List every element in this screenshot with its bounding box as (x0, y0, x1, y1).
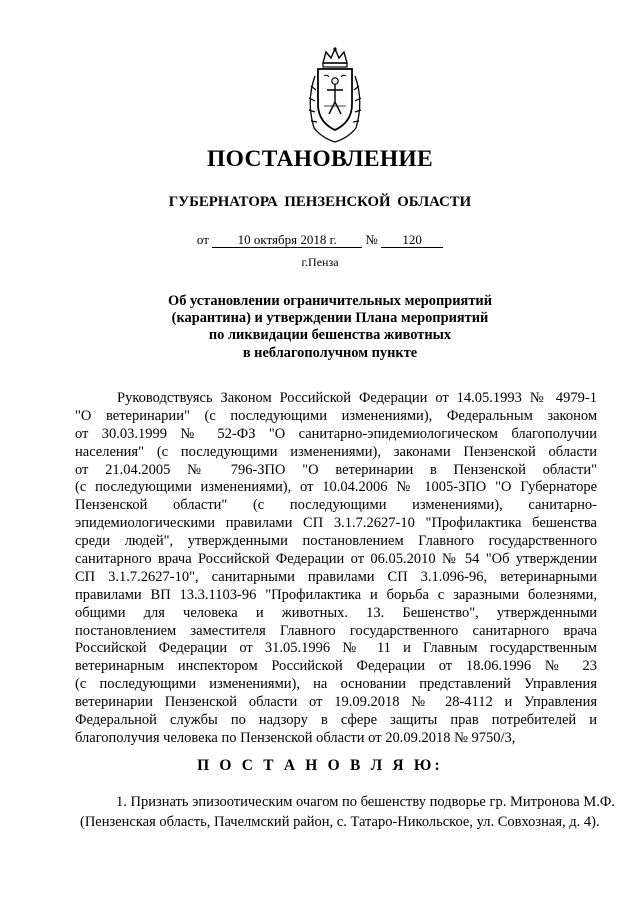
preamble-line: (с последующими изменениями), от 10.04.2006 № 1005-ЗПО "О Губернаторе (75, 479, 597, 496)
preamble-line: Пензенской области" (с последующими изменениями), санитарно- (75, 497, 597, 514)
preamble-paragraph (75, 390, 597, 748)
document-heading (60, 293, 600, 362)
resolution-item-1 (80, 793, 615, 832)
preamble-line: от 21.04.2005 № 796-ЗПО "О ветеринарии в Пензенской области" (75, 461, 597, 478)
document-date: 10 октября 2018 г. (212, 233, 362, 248)
document-number: 120 (381, 233, 443, 248)
preamble-line: "О ветеринарии" (с последующими изменениями), Федеральным законом (75, 407, 597, 424)
preamble-line: населения" (с последующими изменениями), законами Пензенской области (75, 443, 597, 460)
preamble-line-last: благополучия человека по Пензенской области от 20.09.2018 № 9750/3, (75, 729, 516, 746)
preamble-line: среди людей", утвержденными постановлением Главного государственного (75, 533, 597, 550)
item-line: 1. Признать эпизоотическим очагом по бешенству подворье гр. Митронова М.Ф. (116, 794, 615, 810)
document-title: ПОСТАНОВЛЕНИЕ (207, 146, 433, 172)
preamble-line: (с последующими изменениями), на основании представлений Управления (75, 676, 597, 693)
heading-line: (карантина) и утверждении Плана мероприятий (171, 310, 489, 327)
heading-line: по ликвидации бешенства животных (208, 327, 452, 344)
preamble-line: эпидемиологическими правилами СП 3.1.7.2627-10 "Профилактика бешенства (75, 515, 597, 532)
date-number-line (0, 232, 640, 248)
preamble-line: санитарного врача Российской Федерации от 06.05.2010 № 54 "Об утверждении (75, 551, 597, 568)
number-sign: № (365, 232, 378, 247)
preamble-line: Российской Федерации от 31.05.1996 № 11 и Главным государственным (75, 640, 597, 657)
preamble-line: Федеральной службы по надзору в сфере защиты прав потребителей и (75, 712, 597, 729)
preamble-line: правилами ВП 13.3.1103-96 "Профилактика и борьба с заразными болезнями, (75, 586, 597, 603)
preamble-line: Руководствуясь Законом Российской Федерации от 14.05.1993 № 4979-1 (117, 390, 597, 406)
document-issuer: ГУБЕРНАТОРА ПЕНЗЕНСКОЙ ОБЛАСТИ (168, 194, 472, 210)
heading-line: Об установлении ограничительных мероприятий (168, 293, 492, 309)
coat-of-arms-icon (296, 46, 374, 146)
item-line: (Пензенская область, Пачелмский район, с. Татаро-Никольское, ул. Совхозная, д. 4). (80, 813, 600, 830)
preamble-line: постановлением заместителя Главного государственного санитарного врача (75, 622, 597, 639)
date-prefix: от (196, 232, 209, 247)
preamble-line: ветеринарии Пензенской области от 19.09.2018 № 28-4112 и Управления (75, 694, 597, 711)
preamble-line: СП 3.1.7.2627-10", санитарными правилами СП 3.1.096-96, ветеринарными (75, 568, 597, 585)
heading-line: в неблагополучном пункте (242, 344, 418, 361)
preamble-line: ветеринарным инспектором Российской Федерации от 18.06.1996 № 23 (75, 658, 597, 675)
preamble-line: от 30.03.1999 № 52-ФЗ "О санитарно-эпидемиологическом благополучии (75, 425, 597, 442)
preamble-line: общими для человека и животных. 13. Бешенство", утвержденными (75, 604, 597, 621)
resolve-heading: П О С Т А Н О В Л Я Ю: (197, 757, 443, 774)
document-city: г.Пенза (301, 255, 339, 269)
